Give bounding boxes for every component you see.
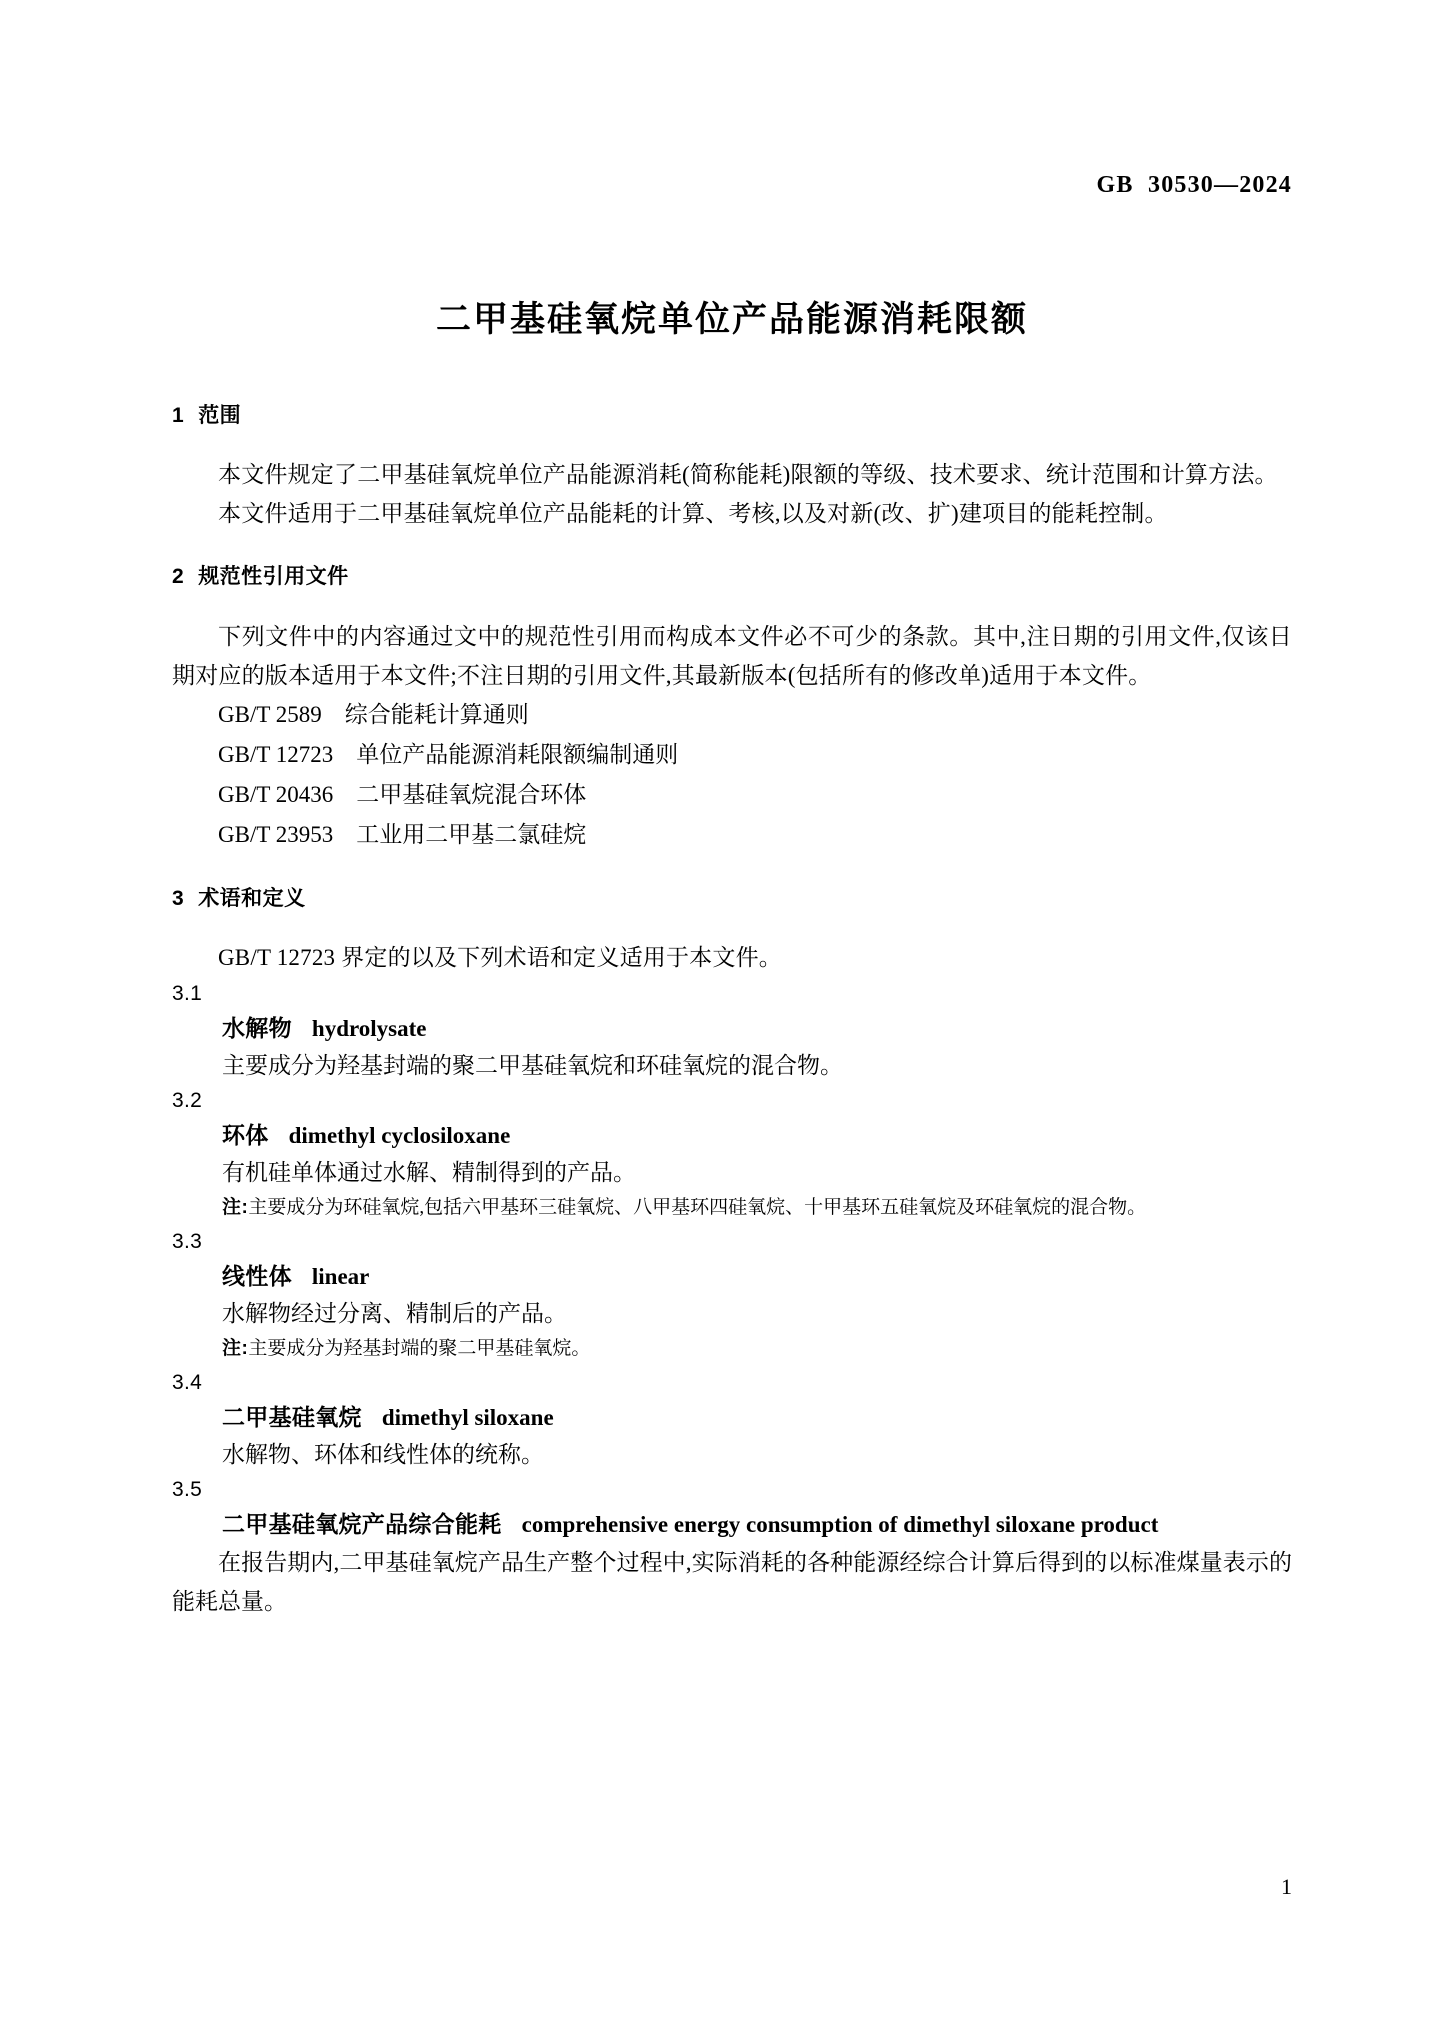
term-name-zh: 线性体 <box>222 1262 292 1289</box>
term-name-zh: 环体 <box>222 1121 269 1148</box>
term-definition-3-2: 有机硅单体通过水解、精制得到的产品。 <box>222 1159 636 1185</box>
term-name-en: linear <box>311 1263 370 1289</box>
standard-code-header: GB 30530—2024 <box>1096 172 1292 198</box>
term-name-3-2 <box>222 1117 1292 1154</box>
term-entry-3-4 <box>172 1399 1292 1473</box>
term-name-en: hydrolysate <box>311 1015 427 1041</box>
term-name-3-1 <box>222 1010 1292 1047</box>
note-text: 主要成分为羟基封端的聚二甲基硅氧烷。 <box>248 1337 591 1359</box>
section-title: 术语和定义 <box>198 886 306 910</box>
term-entry-3-5 <box>172 1506 1292 1621</box>
terms-intro-paragraph: GB/T 12723 界定的以及下列术语和定义适用于本文件。 <box>218 944 782 970</box>
term-name-3-3 <box>222 1258 1292 1295</box>
term-name-en: dimethyl cyclosiloxane <box>288 1122 511 1148</box>
term-definition-3-3: 水解物经过分离、精制后的产品。 <box>222 1300 567 1326</box>
section-heading-normative-references <box>172 563 1292 590</box>
term-definition-3-4: 水解物、环体和线性体的统称。 <box>222 1441 544 1467</box>
clause-number-3-3: 3.3 <box>172 1229 203 1253</box>
term-name-zh: 二甲基硅氧烷产品综合能耗 <box>222 1510 502 1537</box>
reference-item: GB/T 12723 单位产品能源消耗限额编制通则 <box>218 741 679 767</box>
section-heading-scope <box>172 402 1292 429</box>
section-heading-terms-and-definitions <box>172 885 1292 912</box>
clause-number-3-1: 3.1 <box>172 981 203 1005</box>
term-note-3-2 <box>222 1191 1292 1225</box>
scope-paragraph-2: 本文件适用于二甲基硅氧烷单位产品能耗的计算、考核,以及对新(改、扩)建项目的能耗控制。 <box>218 501 1168 527</box>
term-entry-3-2 <box>172 1117 1292 1225</box>
section-title: 范围 <box>198 404 242 427</box>
section-number: 2 <box>172 565 185 589</box>
term-name-zh: 水解物 <box>222 1014 292 1041</box>
clause-number-3-2: 3.2 <box>172 1088 203 1112</box>
term-name-3-4 <box>222 1399 1292 1436</box>
section-number: 1 <box>172 404 185 427</box>
section-number: 3 <box>172 886 185 910</box>
term-definition-3-1: 主要成分为羟基封端的聚二甲基硅氧烷和环硅氧烷的混合物。 <box>222 1052 843 1078</box>
clause-number-3-4: 3.4 <box>172 1370 203 1394</box>
reference-item: GB/T 2589 综合能耗计算通则 <box>218 701 529 727</box>
note-label: 注: <box>222 1196 249 1218</box>
term-name-zh: 二甲基硅氧烷 <box>222 1403 362 1430</box>
note-label: 注: <box>222 1337 249 1359</box>
term-name-3-5 <box>222 1506 1292 1543</box>
term-note-3-3 <box>222 1332 1292 1366</box>
note-text: 主要成分为环硅氧烷,包括六甲基环三硅氧烷、八甲基环四硅氧烷、十甲基环五硅氧烷及环硅氧烷的混合物。 <box>248 1196 1147 1218</box>
scope-paragraph-1: 本文件规定了二甲基硅氧烷单位产品能源消耗(简称能耗)限额的等级、技术要求、统计范围和计算方法。 <box>218 462 1278 488</box>
term-name-en: comprehensive energy consumption of dimethyl siloxane product <box>521 1511 1159 1537</box>
term-entry-3-3 <box>172 1258 1292 1366</box>
section-title: 规范性引用文件 <box>198 565 349 589</box>
clause-number-3-5: 3.5 <box>172 1477 203 1501</box>
document-title: 二甲基硅氧烷单位产品能源消耗限额 <box>435 300 1028 340</box>
document-body <box>172 402 1292 1621</box>
term-name-en: dimethyl siloxane <box>381 1404 554 1430</box>
reference-item: GB/T 23953 工业用二甲基二氯硅烷 <box>218 821 587 847</box>
term-entry-3-1 <box>172 1010 1292 1084</box>
term-definition-3-5: 在报告期内,二甲基硅氧烷产品生产整个过程中,实际消耗的各种能源经综合计算后得到的以标准煤量表示的能耗总量。 <box>172 1549 1292 1614</box>
normative-references-paragraph: 下列文件中的内容通过文中的规范性引用而构成本文件必不可少的条款。其中,注日期的引用文件,仅该日期对应的版本适用于本文件;不注日期的引用文件,其最新版本(包括所有的修改单)适用于本文件。 <box>172 623 1292 688</box>
reference-item: GB/T 20436 二甲基硅氧烷混合环体 <box>218 781 587 807</box>
page-number: 1 <box>1281 1874 1292 1899</box>
